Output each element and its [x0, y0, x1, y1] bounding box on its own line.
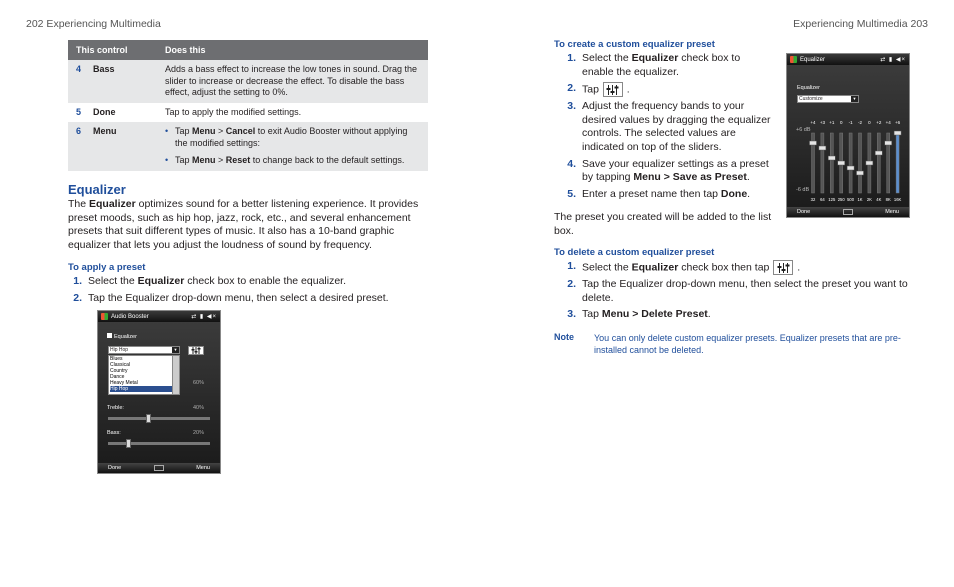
band-value: 0	[839, 120, 843, 125]
band-track[interactable]	[821, 133, 824, 193]
band-value: +4	[810, 120, 816, 125]
row-number: 6	[68, 122, 91, 171]
band-track[interactable]	[859, 133, 862, 193]
row-description	[157, 122, 428, 171]
band-value: -1	[848, 120, 853, 125]
row-number: 5	[76, 106, 82, 117]
bass-percent: 20%	[193, 430, 205, 436]
table-row	[68, 60, 428, 103]
menu-softkey[interactable]: Menu	[885, 209, 899, 215]
list-item: 4. Save your equalizer settings as a preset by tapping Menu > Save as Preset.	[567, 157, 769, 184]
row-control-name: Bass	[91, 60, 157, 103]
band-value: 0	[868, 120, 871, 125]
band-value: +4	[885, 120, 891, 125]
row-description: Adds a bass effect to increase the low tones in sound. Drag the slider to increase or decrease the effect. To disable the bass effect, adjust the setting to 0%.	[157, 60, 428, 103]
list-item: 3. Adjust the frequency bands to your desired values by dragging the equalizer controls. The selected values are indicated on top of the sliders.	[567, 100, 771, 153]
band-frequency-label: 64	[820, 197, 825, 202]
treble-slider-thumb[interactable]	[146, 414, 151, 423]
band-frequency-label: 125	[828, 197, 836, 202]
table-row	[68, 103, 428, 123]
intro-paragraph: The Equalizer optimizes sound for a better listening experience. It provides preset moods, such as hip hop, jazz, rock, etc., and several enhancement presets that suit different types of music. It also has a 10-band graphic equalizer that lets you adjust the loudness of sound by frequency.	[68, 198, 419, 251]
treble-percent: 40%	[193, 405, 205, 411]
equalizer-screenshot	[786, 53, 910, 218]
scale-top-label: +6 dB	[796, 127, 811, 133]
apply-steps	[68, 275, 440, 308]
scale-bottom-label: -6 dB	[796, 187, 810, 193]
equalizer-label: Equalizer	[797, 85, 820, 91]
list-item[interactable]: Heavy Metal	[110, 380, 138, 386]
table-header-description: Does this	[157, 40, 428, 60]
list-item: 2. Tap the Equalizer drop-down menu, then select a desired preset.	[73, 291, 389, 304]
bass-slider[interactable]	[108, 442, 210, 445]
delete-steps	[562, 260, 922, 325]
band-track[interactable]	[877, 133, 880, 193]
band-knob[interactable]	[866, 161, 873, 165]
audio-booster-screenshot	[97, 310, 221, 474]
softkey-bar	[787, 207, 909, 217]
band-knob[interactable]	[894, 131, 901, 135]
keyboard-icon[interactable]	[843, 209, 853, 215]
list-item: • Tap Menu > Cancel to exit Audio Booster without applying the modified settings:	[165, 126, 422, 149]
band-knob[interactable]	[875, 151, 882, 155]
menu-softkey[interactable]: Menu	[196, 465, 210, 471]
windows-flag-icon	[101, 313, 108, 320]
row-number: 4	[68, 60, 91, 103]
scrollbar[interactable]	[172, 356, 179, 394]
equalizer-settings-icon	[773, 260, 793, 275]
band-knob[interactable]	[838, 161, 845, 165]
band-frequency-label: 16K	[893, 197, 902, 202]
softkey-bar	[98, 463, 220, 473]
row-description: Tap to apply the modified settings.	[165, 106, 302, 117]
list-item: 2. Tap the Equalizer drop-down menu, then select the preset you want to delete.	[567, 278, 908, 304]
treble-label: Treble:	[107, 405, 124, 411]
band-frequency-label: 32	[810, 197, 816, 202]
list-item: • Tap Menu > Reset to change back to the default settings.	[165, 155, 422, 167]
band-knob[interactable]	[828, 156, 835, 160]
equalizer-checkbox[interactable]: Equalizer	[107, 333, 137, 340]
done-softkey[interactable]: Done	[108, 465, 122, 471]
note-text: You can only delete custom equalizer presets. Equalizer presets that are pre-installed cannot be deleted.	[594, 333, 901, 355]
list-item[interactable]: Country	[110, 368, 128, 374]
keyboard-icon[interactable]	[154, 465, 164, 471]
custom-steps	[562, 52, 774, 204]
bass-label: Bass:	[107, 430, 121, 436]
equalizer-settings-icon[interactable]	[188, 346, 204, 355]
custom-heading: To create a custom equalizer preset	[554, 39, 715, 50]
list-item[interactable]: Classical	[110, 362, 131, 368]
band-value: +6	[895, 120, 901, 125]
band-value: +2	[876, 120, 882, 125]
band-track[interactable]	[896, 133, 899, 193]
delete-heading: To delete a custom equalizer preset	[554, 247, 715, 258]
preset-listbox[interactable]	[108, 355, 180, 395]
list-item: 1. Select the Equalizer check box to enable the equalizer.	[567, 52, 741, 78]
band-track[interactable]	[849, 133, 852, 193]
band-knob[interactable]	[810, 141, 817, 145]
status-icons: ⇄ ▮ ◀×	[191, 314, 217, 320]
windows-flag-icon	[790, 56, 797, 63]
band-knob[interactable]	[885, 141, 892, 145]
title-bar: Equalizer ⇄ ▮ ◀×	[787, 54, 909, 65]
page-header-right: Experiencing Multimedia 203	[793, 18, 928, 30]
note-label: Note	[554, 332, 574, 342]
equalizer-bands[interactable]	[787, 65, 910, 209]
band-frequency-label: 4K	[876, 197, 882, 202]
status-icons: ⇄ ▮ ◀×	[880, 57, 906, 63]
custom-after-text: The preset you created will be added to the list box.	[554, 211, 772, 237]
band-track[interactable]	[830, 133, 833, 193]
row-control-name: Done	[93, 106, 116, 117]
band-frequency-label: 1K	[857, 197, 863, 202]
preset-dropdown[interactable]: Hip Hop ▼	[108, 346, 180, 354]
surround-percent: 60%	[193, 380, 205, 386]
controls-table	[68, 40, 428, 171]
list-item: 1. Select the Equalizer check box then tap .	[567, 260, 801, 274]
list-item: 2. Tap .	[567, 82, 630, 96]
table-row	[68, 122, 428, 171]
list-item[interactable]: Blues	[110, 356, 123, 362]
list-item[interactable]: Hip Hop	[110, 386, 179, 392]
band-knob[interactable]	[857, 171, 864, 175]
preset-dropdown[interactable]: Customize ▼	[797, 95, 859, 103]
section-title: Equalizer	[68, 182, 126, 197]
band-value: -2	[857, 120, 863, 125]
list-item: 1. Select the Equalizer check box to enable the equalizer.	[73, 275, 347, 287]
band-frequency-label: 250	[837, 197, 845, 202]
band-value: +3	[819, 120, 825, 125]
title-bar: Audio Booster ⇄ ▮ ◀×	[98, 311, 220, 322]
equalizer-settings-icon	[603, 82, 623, 97]
treble-slider[interactable]	[108, 417, 210, 420]
band-knob[interactable]	[847, 166, 854, 170]
row-control-name: Menu	[91, 122, 157, 171]
list-item[interactable]: Dance	[110, 374, 125, 380]
band-frequency-label: 8K	[885, 197, 891, 202]
band-value: +1	[829, 120, 835, 125]
done-softkey[interactable]: Done	[797, 209, 811, 215]
band-frequency-label: 2K	[866, 197, 872, 202]
list-item: 5. Enter a preset name then tap Done.	[567, 187, 751, 200]
apply-heading: To apply a preset	[68, 262, 146, 273]
list-item: 3. Tap Menu > Delete Preset.	[567, 308, 711, 321]
band-frequency-label: 500	[847, 197, 855, 202]
bass-slider-thumb[interactable]	[126, 439, 131, 448]
page-header-left: 202 Experiencing Multimedia	[26, 18, 161, 30]
table-header-control: This control	[68, 40, 157, 60]
band-knob[interactable]	[819, 146, 826, 150]
